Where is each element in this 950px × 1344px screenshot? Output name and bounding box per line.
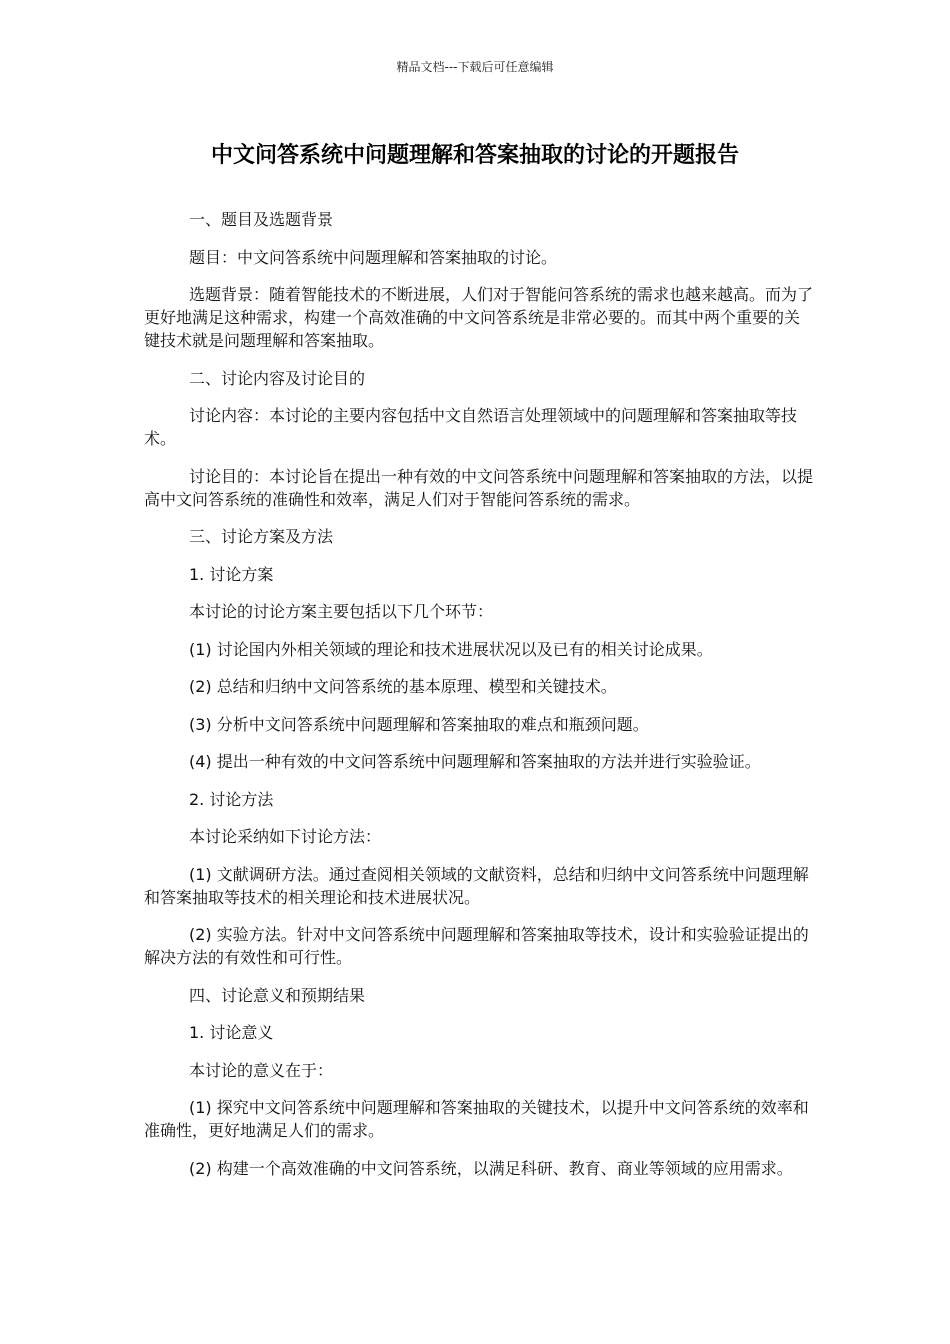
list-item: (4) 提出一种有效的中文问答系统中问题理解和答案抽取的方法并进行实验验证。 — [189, 752, 761, 771]
section-heading-4: 四、讨论意义和预期结果 — [189, 985, 366, 1005]
paragraph-plan-intro: 本讨论的讨论方案主要包括以下几个环节： — [189, 602, 494, 621]
list-item: (2) 总结和归纳中文问答系统的基本原理、模型和关键技术。 — [189, 677, 617, 696]
paragraph-topic: 题目：中文问答系统中问题理解和答案抽取的讨论。 — [189, 247, 558, 267]
list-item: (1) 讨论国内外相关领域的理论和技术进展状况以及已有的相关讨论成果。 — [189, 639, 713, 659]
section-heading-1: 一、题目及选题背景 — [189, 210, 334, 229]
paragraph-research-content: 讨论内容：本讨论的主要内容包括中文自然语言处理领域中的问题理解和答案抽取等技术。 — [144, 406, 798, 448]
document-body — [144, 208, 814, 1194]
list-item: (2) 实验方法。针对中文问答系统中问题理解和答案抽取等技术，设计和实验验证提出的解决方法的有效性和可行性。 — [144, 925, 809, 967]
section-heading-2: 二、讨论内容及讨论目的 — [189, 368, 366, 388]
paragraph-background: 选题背景：随着智能技术的不断进展，人们对于智能问答系统的需求也越来越高。而为了更好地满足这种需求，构建一个高效准确的中文问答系统是非常必要的。而其中两个重要的关键技术就是问题理解和答案抽取。 — [144, 285, 814, 350]
subheading-plan: 1. 讨论方案 — [189, 564, 274, 584]
document-title: 中文问答系统中问题理解和答案抽取的讨论的开题报告 — [210, 143, 739, 168]
paragraph-significance-intro: 本讨论的意义在于： — [189, 1060, 334, 1080]
subheading-significance: 1. 讨论意义 — [189, 1023, 274, 1042]
list-item: (2) 构建一个高效准确的中文问答系统，以满足科研、教育、商业等领域的应用需求。 — [189, 1158, 793, 1178]
paragraph-method-intro: 本讨论采纳如下讨论方法： — [189, 827, 382, 846]
list-item: (1) 文献调研方法。通过查阅相关领域的文献资料，总结和归纳中文问答系统中问题理解和答案抽取等技术的相关理论和技术进展状况。 — [144, 864, 809, 907]
list-item: (1) 探究中文问答系统中问题理解和答案抽取的关键技术，以提升中文问答系统的效率和准确性，更好地满足人们的需求。 — [144, 1098, 809, 1140]
page-header: 精品文档---下载后可任意编辑 — [396, 60, 554, 74]
list-item: (3) 分析中文问答系统中问题理解和答案抽取的难点和瓶颈问题。 — [189, 714, 649, 734]
subheading-method: 2. 讨论方法 — [189, 789, 274, 809]
paragraph-research-purpose: 讨论目的：本讨论旨在提出一种有效的中文问答系统中问题理解和答案抽取的方法，以提高中文问答系统的准确性和效率，满足人们对于智能问答系统的需求。 — [144, 466, 814, 509]
section-heading-3: 三、讨论方案及方法 — [189, 527, 334, 546]
